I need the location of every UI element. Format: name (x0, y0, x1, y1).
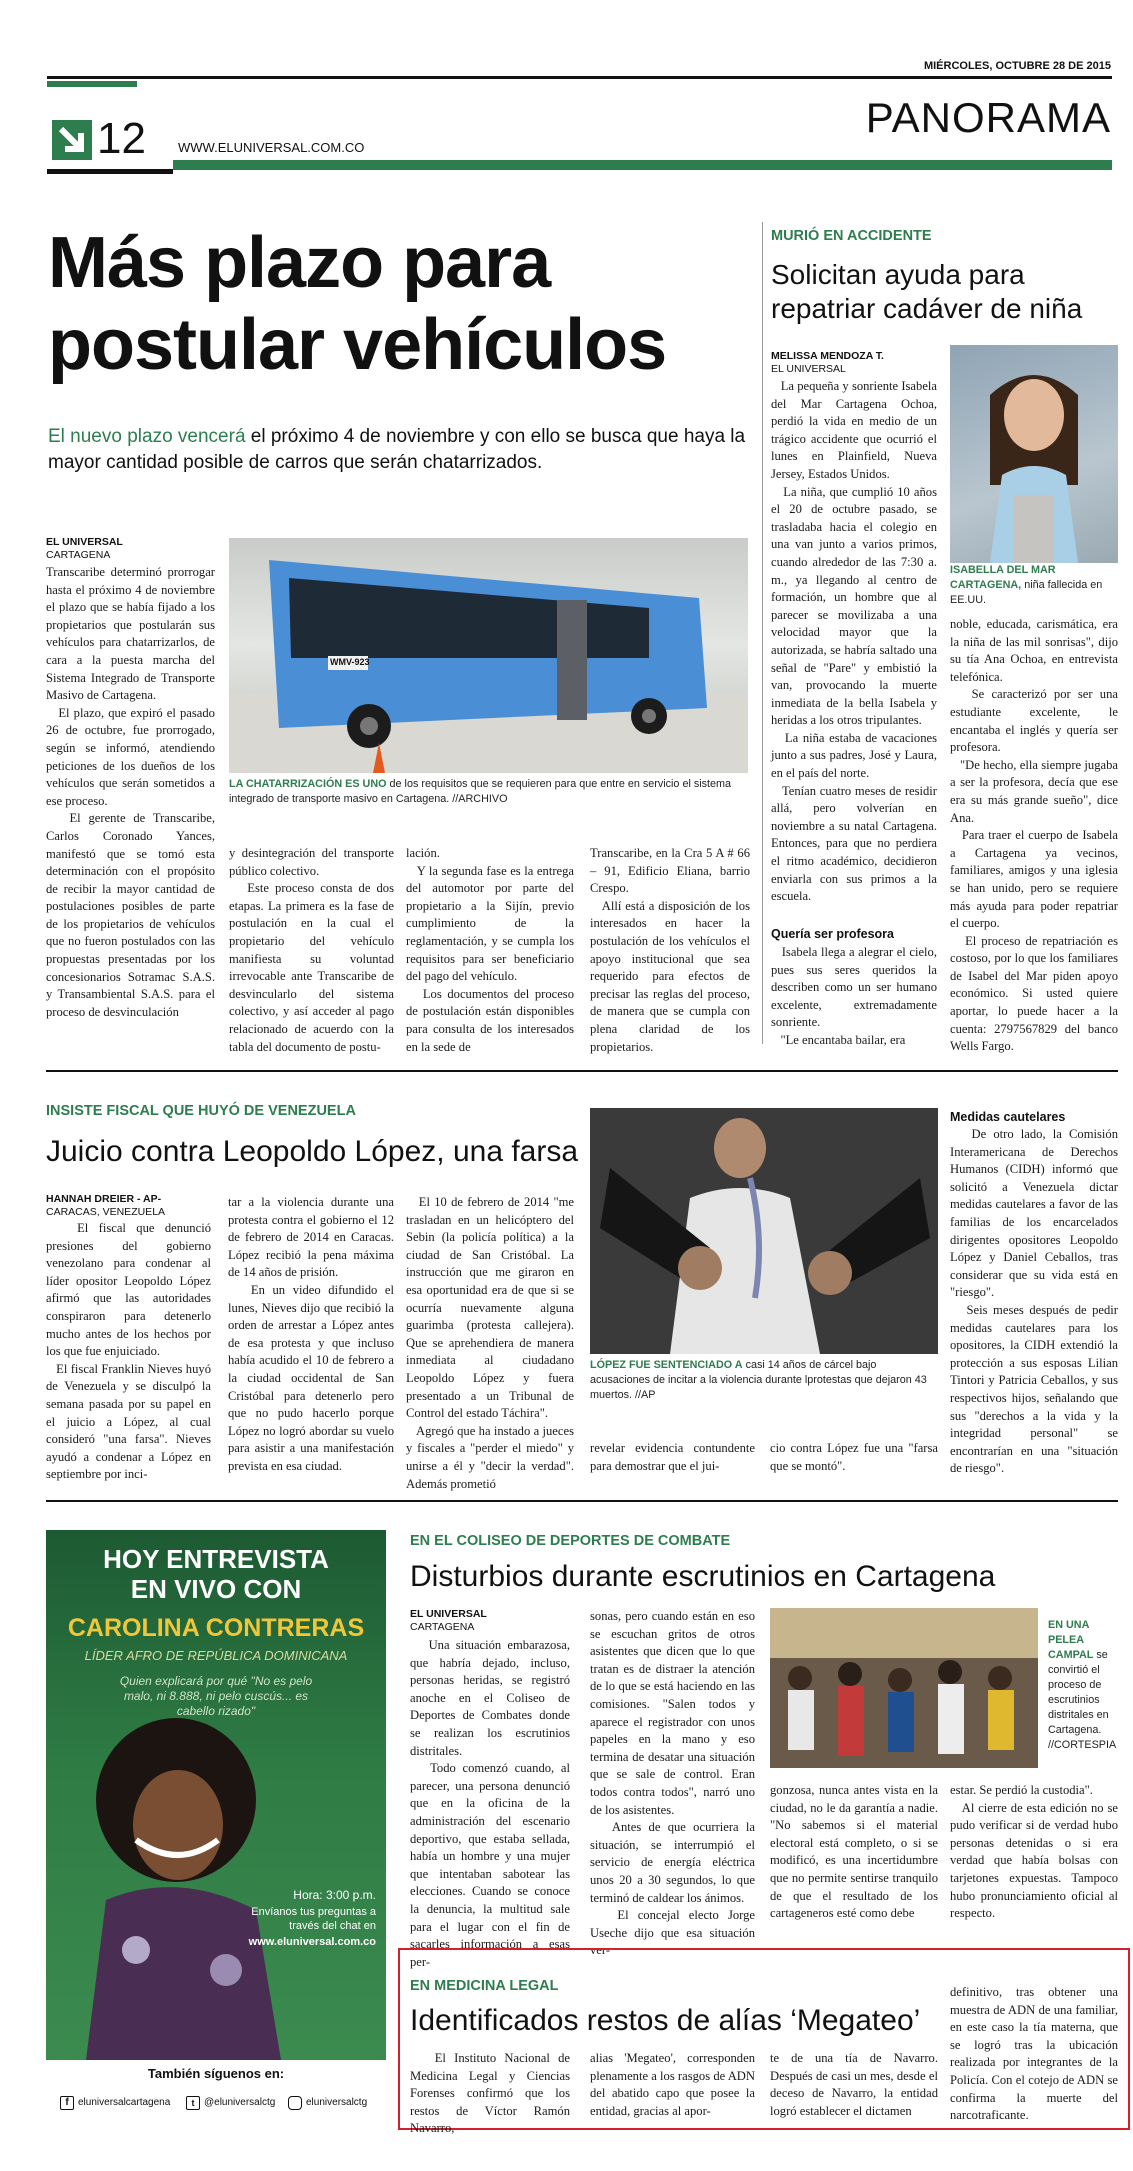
section-divider-2 (46, 1500, 1118, 1502)
lopez-col-2: tar a la violencia durante una protesta contra el gobierno el 12 de febrero de 2014 en Caracas. López recibió la pena máxima de 14 años de prisión. En un video difundido el lunes, Nieves dijo que recibió la orden de arrestar a López antes de esa protesta y que incluso había acudido el 10 de febrero a la ciudad occidental de San Cristóbal para detenerlo pero que no pudo hacerlo porque López no logró abordar su vuelo para asistir a una manifestación prevista en esa ciudad. (228, 1195, 394, 1473)
bus-photo-caption: LA CHATARRIZACIÓN ES UNO de los requisitos que se requieren para que entre en servicio el sistema integrado de transporte masivo en Cartagena. //ARCHIVO (229, 778, 732, 805)
arrow-down-right-icon (52, 120, 92, 160)
girl-col-2: noble, educada, carismática, era la niña de las mil sonrisas", dijo su tía Ana Ochoa, en entrevista telefónica. Se caracterizó por ser una estudiante excelente, le encantaba el inglés y quería ser profesora. "De hecho, ella siempre jugaba a ser la profesora, decía que ese era su más grande sueño", dice Ana. Para traer el cuerpo de Isabela a Cartagena ya vecinos, familiares, amigos y una iglesia se han unido, pero se requiere más ayuda para poder repatriar el cuerpo. El proceso de repatriación es costoso, por lo que los familiares de Isabel del Mar piden apoyo económico. Si usted quiere aportar, lo puede hacer a la cuenta: 2797567829 del banco Wells Fargo. (950, 617, 1119, 1054)
ad-line1: HOY ENTREVISTA (103, 1544, 329, 1574)
megateo-headline: Identificados restos de alías ‘Megateo’ (410, 2004, 921, 2037)
facebook-icon: f (60, 2096, 74, 2110)
riot-col-3: gonzosa, nunca antes vista en la ciudad, no le da garantía a nadie. "No sabemos si el material electoral está completo, o si se modificó, es una incertidumbre que no permite sentirse tranquilo de que el resultado de los cartageneros esté como debe (770, 1783, 942, 1921)
lead-byline: EL UNIVERSAL CARTAGENA (46, 536, 123, 561)
megateo-col-1: El Instituto Nacional de Medicina Legal y Ciencias Forenses confirmó que los restos de Víctor Ramón Navarro, (410, 2051, 574, 2136)
lopez-photo (590, 1108, 938, 1354)
megateo-kicker: EN MEDICINA LEGAL (410, 1978, 559, 1994)
header-green-line (173, 160, 1112, 170)
lead-col-4: Transcaribe, en la Cra 5 A # 66 – 91, Edificio Eliana, barrio Crespo. Allí está a disposición de los interesados en hacer la postulación de los vehículos el apoyo institucional que sea requerido para efectos de precisar las reglas del proceso, de manera que se cumpla con plena claridad de los propietarios. (590, 846, 750, 1054)
ad-quote: Quien explicará por qué "No es pelo malo, ni 8.888, ni pelo cuscús... es cabello rizado" (119, 1674, 313, 1718)
girl-subhead: Quería ser profesora (771, 927, 894, 941)
girl-photo (950, 345, 1118, 563)
girl-kicker: MURIÓ EN ACCIDENTE (771, 228, 932, 244)
section-title: PANORAMA (865, 94, 1111, 141)
ad-guest-name: CAROLINA CONTRERAS (67, 1614, 365, 1642)
ad-time: Hora: 3:00 p.m. (293, 1888, 376, 1902)
girl-photo-caption: ISABELLA DEL MAR CARTAGENA, niña fallecida en EE.UU. (950, 564, 1103, 606)
lead-col-3: lación. Y la segunda fase es la entrega del automotor por parte del propietario a la Sijín, previo cumplimiento de la reglamentación, y se cumpla los requisitos para ser beneficiario del pago del vehículo. Los documentos del proceso de postulación están disponibles para consulta de los interesados en la sede de (406, 846, 574, 1054)
riot-headline: Disturbios durante escrutinios en Cartagena (410, 1560, 996, 1593)
riot-col-2: sonas, pero cuando están en eso se escuchan gritos de otros asistentes que dicen que lo que tratan es de distraer la atención de lo que se está haciendo en las comisiones. "Salen todos y aparece el registrador con unos papeles en la mano y eso termina de desatar una situación que se sale de control. Eran todos contra todos", narró uno de los asistentes. Antes de que ocurriera la situación, se interrumpió el servicio de energía eléctrica unos 20 a 30 segundos, lo que terminó de caldear los ánimos. El concejal electo Jorge Useche dijo que esa situación ver- (590, 1609, 756, 1958)
instagram-icon (288, 2096, 302, 2110)
girl-col-1b: Isabela llega a alegrar el cielo, pues sus seres queridos la describen como un ser humano excelente, extremadamente sonriente. "Le encantaba bailar, era (771, 945, 937, 1047)
megateo-col-4: definitivo, tras obtener una muestra de ADN de una familiar, en este caso la tía materna, que se logró tras la ubicación realizada por integrantes de la Policía. Con el cotejo de ADN se confirma la muerte del narcotraficante. (950, 1985, 1122, 2123)
page-number-box (47, 112, 173, 174)
ad-instagram: eluniversalctg (306, 2097, 368, 2108)
lead-col-1: Transcaribe determinó prorrogar hasta el próximo 4 de noviembre el plazo que se había fijado a los propietarios que postularán sus vehículos para chatarrizarlos, de cara a la puesta marcha del Sistema Integrado de Transporte Masivo de Cartagena. El plazo, que expiró el pasado 26 de octubre, fue prorrogado, según se informó, atendiendo peticiones de los dueños de los vehículos que serán sometidos a ese proceso. El gerente de Transcaribe, Carlos Coronado Yances, manifestó que se tomó esta determinación con el propósito de recibir la mayor cantidad de postulaciones posibles de parte de los propietarios de vehículos que no fueron postulados con las propuestas presentadas por los concesionarios Sotramac S.A.S. y Transambiental S.A.S. para el proceso de desvinculación (46, 565, 215, 1019)
lopez-col-5: cio contra López fue una "farsa que se montó". (770, 1441, 942, 1473)
bus-plate: WMV-923 (330, 657, 370, 667)
green-band (47, 81, 137, 87)
carolina-contreras-ad (46, 1530, 386, 2140)
riot-kicker: EN EL COLISEO DE DEPORTES DE COMBATE (410, 1533, 731, 1549)
ad-site: www.eluniversal.com.co (248, 1936, 376, 1948)
lopez-col-6: De otro lado, la Comisión Interamericana de Derechos Humanos (CIDH) informó que solicitó a Venezuela dictar medidas cautelares a favor de las familias de los encarcelados dirigentes opositores Leopoldo López y Daniel Ceballos, tras considerar que su vida está en "riesgo". Seis meses después de pedir medidas cautelares para los opositores, la CIDH extendió la protección a sus esposas Lilian Tintori y Patricia Ceballos, y sus respectivos hijos, señalando que sus "derechos a la vida y la integridad personal" se encontrarían en una "situación de riesgo". (950, 1127, 1119, 1476)
riot-col-1: Una situación embarazosa, que habría dejado, incluso, personas heridas, se registró anoche en el Coliseo de Deportes de Combates donde se realizan los escrutinios distritales. Todo comenzó cuando, al parecer, una persona denunció que en la oficina de la administración del escenario deportivo, que estaba sellada, había un hombre y una mujer que intentaban sabotear las elecciones. Cuando se conoce la denuncia, la multitud sale para el lugar con el fin de sacarles información a esas per- (410, 1638, 570, 1969)
bus-photo (229, 538, 748, 773)
ad-line2: EN VIVO CON (130, 1574, 302, 1604)
ad-tagline: LÍDER AFRO DE REPÚBLICA DOMINICANA (84, 1648, 348, 1663)
megateo-col-3: te de una tía de Navarro. Después de casi un mes, desde el deceso de Navarro, la entidad logró establecer el dictamen (770, 2051, 942, 2118)
lopez-col-1: El fiscal que denunció presiones del gobierno venezolano para condenar al líder opositor Leopoldo López afirmó que las autoridades conspiraron para detenerlo mucho antes de los hechos por los que fue enjuiciado. El fiscal Franklin Nieves huyó de Venezuela y se disculpó la semana pasada por su papel en el juicio a López, al cual consideró "una farsa". Nieves ayudó a condenar a López en septiembre por inci- (46, 1221, 211, 1482)
ad-follow: También síguenos en: (147, 2066, 285, 2081)
page-number: 12 (97, 114, 146, 163)
lopez-col-4: revelar evidencia contundente para demostrar que el jui- (590, 1441, 759, 1473)
lopez-byline: HANNAH DREIER - AP- CARACAS, VENEZUELA (46, 1193, 166, 1218)
riot-byline: EL UNIVERSAL CARTAGENA (410, 1608, 487, 1633)
girl-divider (762, 222, 763, 1044)
website: WWW.ELUNIVERSAL.COM.CO (178, 140, 365, 155)
ad-facebook: eluniversalcartagena (78, 2097, 171, 2108)
lead-deck: El nuevo plazo vencerá el próximo 4 de noviembre y con ello se busca que haya la mayor cantidad posible de carros que serán chatarrizados. (48, 426, 746, 473)
twitter-icon: t (186, 2096, 200, 2110)
riot-photo (770, 1608, 1038, 1768)
lead-col-2: y desintegración del transporte público colectivo. Este proceso consta de dos etapas. La primera es la fase de postulación en la cual el propietario del vehículo manifiesta su voluntad irrevocable ante Transcaribe de desvincularlo del sistema colectivo, y así acceder al pago relacionado de acuerdo con la tabla del documento de postu- (229, 846, 395, 1054)
riot-col-4: estar. Se perdió la custodia". Al cierre de esta edición no se pudo verificar si de verdad hubo personas detenidas o si era verdad que había bolsas con tarjetones expuestas. Tampoco hubo pronunciamiento oficial al respecto. (950, 1783, 1118, 1921)
ad-footer (46, 2060, 386, 2140)
lopez-headline: Juicio contra Leopoldo López, una farsa (46, 1135, 579, 1168)
lopez-subhead: Medidas cautelares (950, 1110, 1066, 1124)
lopez-kicker: INSISTE FISCAL QUE HUYÓ DE VENEZUELA (46, 1103, 356, 1119)
megateo-col-2: alias 'Megateo', corresponden plenamente a los rasgos de ADN del abatido capo que posee la entidad, gracias al apor- (590, 2051, 759, 2118)
guest-photo (66, 1710, 306, 2060)
lopez-col-3: El 10 de febrero de 2014 "me trasladan en un helicóptero del Sebin (la policía política) a la ciudad de San Cristóbal. La instrucción que me giraron en esa oportunidad era de que si se ocurría nuevamente alguna guarimba (protesta callejera). Que se aprehendiera de manera inmediata al ciudadano Leopoldo López y fuera presentado a un Tribunal de Control del estado Táchira". Agregó que ha instado a jueces y fiscales a "perder el miedo" y unirse a él y "decir la verdad". Además prometió (406, 1195, 574, 1491)
girl-headline: Solicitan ayuda para repatriar cadáver de niña (771, 259, 1083, 324)
lopez-photo-caption: LÓPEZ FUE SENTENCIADO A casi 14 años de cárcel bajo acusaciones de incitar a la violencia durante lprotestas que dejaron 43 muertos. //AP (590, 1359, 927, 1401)
girl-byline: MELISSA MENDOZA T. EL UNIVERSAL (771, 350, 884, 375)
section-divider-1 (46, 1070, 1118, 1072)
riot-side-caption: EN UNA PELEA CAMPAL se convirtió el proceso de escrutinios distritales en Cartagena. //CORTESPIA (1048, 1619, 1117, 1751)
issue-date: MIÉRCOLES, OCTUBRE 28 DE 2015 (923, 60, 1111, 72)
ad-twitter: @eluniversalctg (204, 2097, 276, 2108)
ad-cta: Envíanos tus preguntas a través del chat en (251, 1906, 376, 1932)
girl-col-1: La pequeña y sonriente Isabela del Mar Cartagena Ochoa, perdió la vida en medio de un trágico accidente que ocurrió el lunes en Plainfield, Nueva Jersey, Estados Unidos. La niña, que cumplió 10 años el 20 de octubre pasado, se trasladaba hacia el colegio en una van junto a varios primos, cuando alrededor de las 7:30 a. m., ya llegando al centro de formación, un hombre que al parecer se movilizaba a una velocidad mayor que la autorizada, se habría saltado una señal de "Pare" y embistió la van, provocando la muerte inmediata de la bella Isabela y heridas a los otros tripulantes. La niña estaba de vacaciones junto a sus padres, José y Laura, en el país del norte. Tenían cuatro meses de residir allá, pero volverían en noviembre a su natal Cartagena. Entonces, para que no perdiera el ritmo académico, decidieron enviarla con sus primos a la escuela. (771, 379, 938, 904)
masthead-top-rule (47, 76, 1112, 79)
lead-headline: Más plazo para postular vehículos (48, 223, 667, 385)
